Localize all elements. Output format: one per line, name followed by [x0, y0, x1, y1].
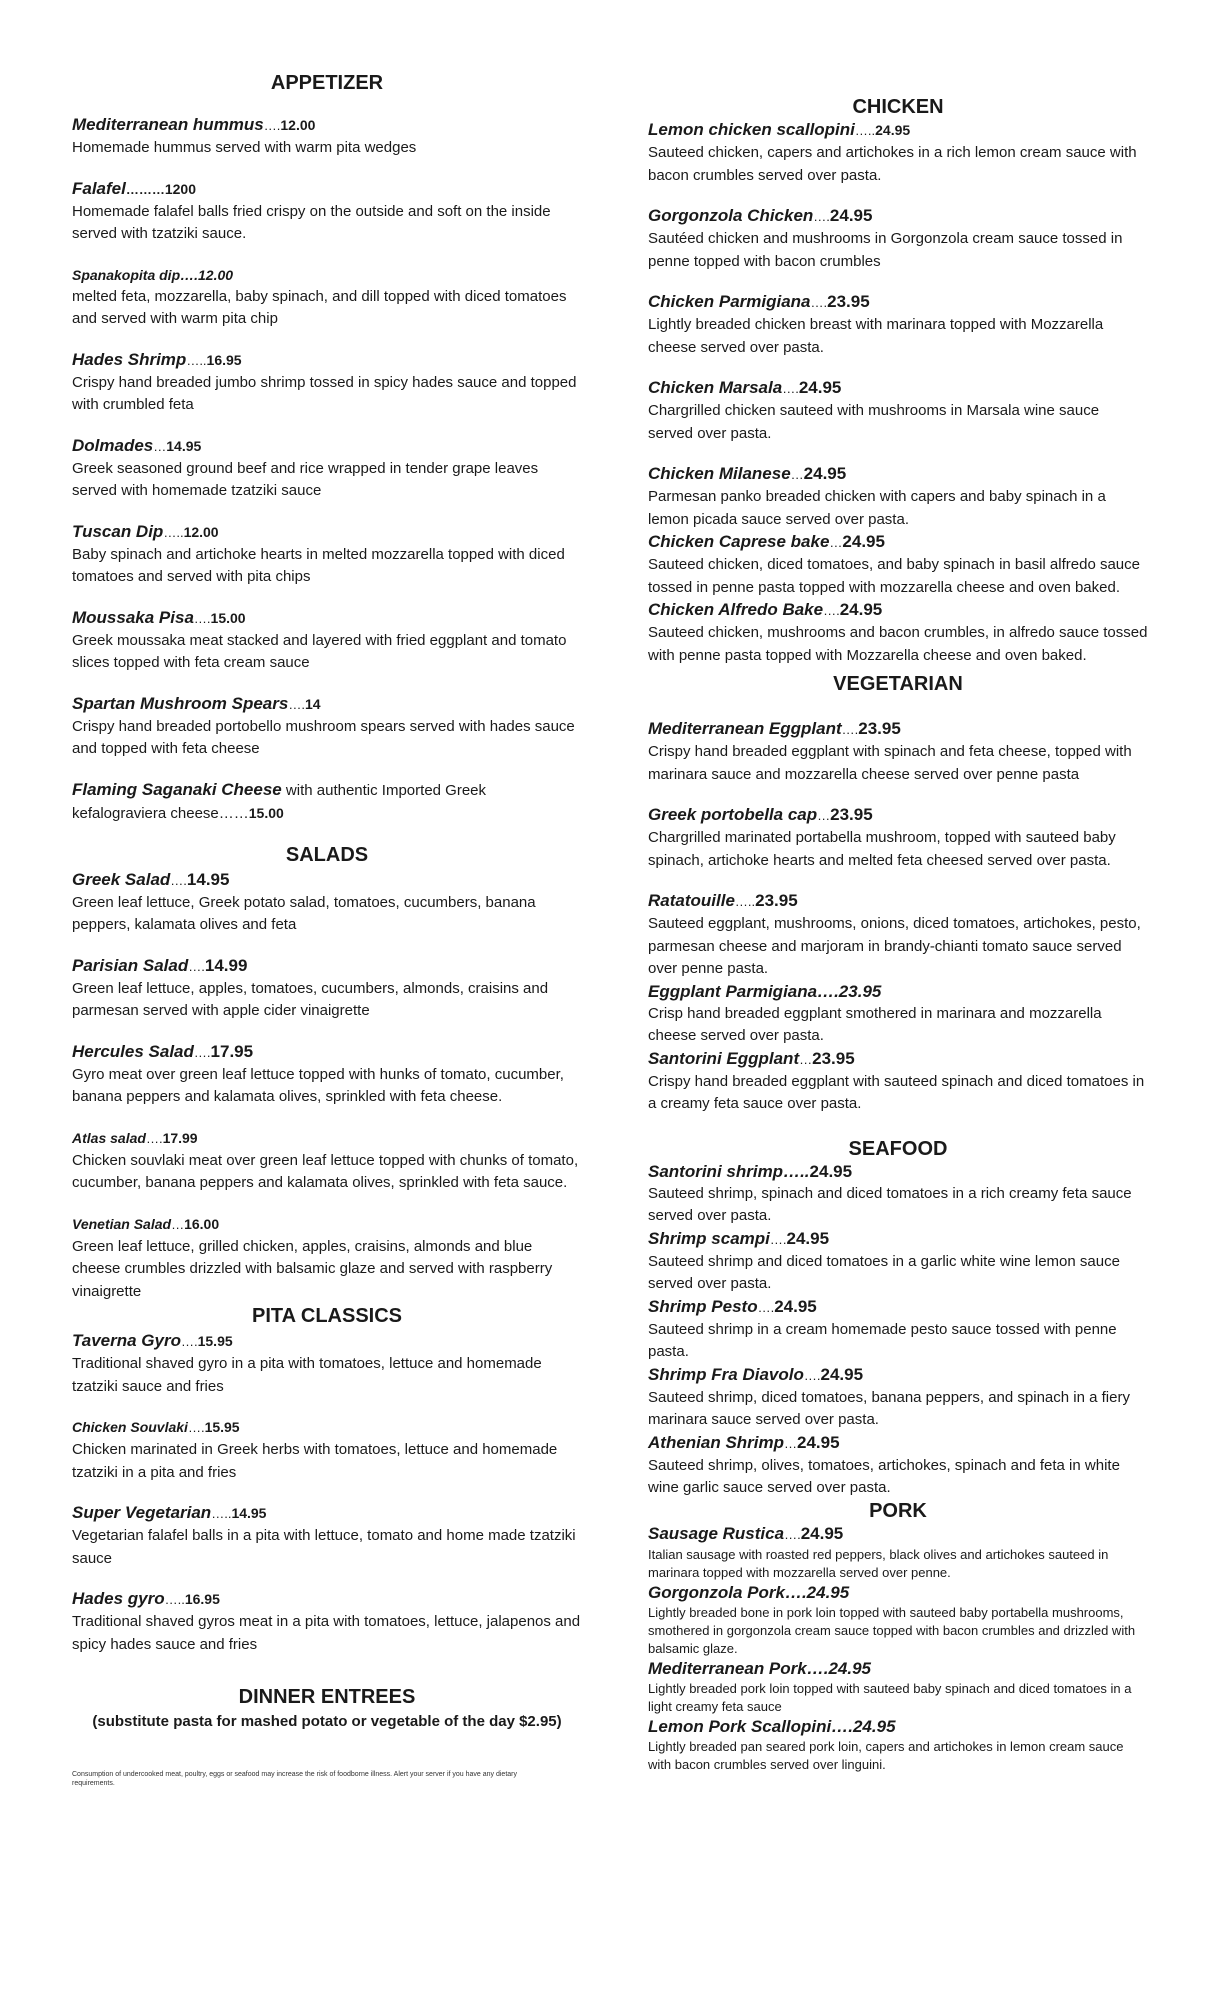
item-dots: ….. — [854, 123, 876, 138]
item-name: Super Vegetarian — [72, 1503, 212, 1522]
item-description: Crispy hand breaded portobello mushroom spears served with hades sauce and topped with feta cheese — [72, 717, 575, 757]
item-price: 14.99 — [204, 955, 248, 975]
menu-item — [648, 718, 1148, 786]
menu-item — [648, 463, 1148, 531]
item-description: Chargrilled chicken sauteed with mushrooms in Marsala wine sauce served over pasta. — [648, 402, 1100, 442]
item-name: Hades gyro — [72, 1589, 165, 1608]
item-dots: …. — [757, 1299, 775, 1315]
salads-heading: SALADS — [285, 843, 369, 866]
item-name: Greek portobella cap — [648, 805, 818, 824]
item-price: 23.95 — [858, 719, 901, 738]
item-name: Spartan Mushroom Spears — [72, 693, 289, 713]
menu-item — [648, 804, 1148, 872]
item-description: Chicken marinated in Greek herbs with tomatoes, lettuce and homemade tzatziki in a pita and fries — [72, 1441, 558, 1481]
pork-heading: PORK — [869, 1499, 927, 1522]
item-price: 15.95 — [197, 1333, 233, 1349]
item-description: melted feta, mozzarella, baby spinach, and dill topped with diced tomatoes and served with warm pita chip — [72, 287, 567, 327]
item-name: Shrimp scampi — [648, 1228, 770, 1248]
menu-item — [72, 1041, 582, 1109]
item-description: Italian sausage with roasted red peppers, black olives and artichokes sauteed in marinara topped with mozzarella served over penne. — [648, 1546, 1109, 1580]
item-description: Sauteed chicken, diced tomatoes, and baby spinach in basil alfredo sauce tossed in penne pasta topped with mozzarella cheese and oven baked. — [648, 556, 1140, 596]
item-dots: …. — [813, 209, 830, 224]
item-name: Chicken Marsala — [648, 378, 783, 397]
item-description: Lightly breaded pork loin topped with sauteed baby spinach and diced tomatoes in a light creamy feta sauce — [648, 1680, 1132, 1714]
vegetarian-heading: VEGETARIAN — [833, 673, 963, 695]
menu-item — [648, 291, 1148, 359]
menu-item — [72, 264, 582, 331]
item-description: Homemade falafel balls fried crispy on the outside and soft on the inside served with tzatziki sauce. — [72, 202, 551, 242]
item-description: Crispy hand breaded eggplant with spinach and feta cheese, topped with marinara sauce and mozzarella cheese served over penne pasta — [648, 743, 1132, 783]
item-description: Green leaf lettuce, Greek potato salad, tomatoes, cucumbers, banana peppers, kalamata olives and feta — [72, 893, 536, 933]
disclaimer: Consumption of undercooked meat, poultry, eggs or seafood may increase the risk of foodborne illness. Alert your server if you have any dietary requirements. — [72, 1771, 517, 1787]
item-dots: ….. — [734, 894, 756, 909]
menu-item — [648, 1161, 1148, 1228]
item-dots: …. — [193, 610, 211, 626]
menu-item — [72, 1330, 582, 1398]
item-price: 15.95 — [204, 1419, 240, 1435]
item-name: Shrimp Pesto — [648, 1296, 758, 1316]
item-name: Santorini Eggplant — [648, 1048, 800, 1068]
item-description: Vegetarian falafel balls in a pita with lettuce, tomato and home made tzatziki sauce — [72, 1527, 576, 1567]
item-name: Flaming Saganaki Cheese — [72, 779, 282, 799]
item-price: 24.95 — [798, 378, 842, 397]
item-name: Santorini shrimp….. — [648, 1161, 810, 1181]
item-dots: …. — [145, 1130, 163, 1146]
menu-item — [648, 1432, 1148, 1500]
item-dots: …. — [288, 696, 305, 712]
menu-item — [648, 1658, 1148, 1716]
item-description: Chargrilled marinated portabella mushroom, topped with sauteed baby spinach, artichoke hearts and melted feta cheesed served over pasta. — [648, 829, 1116, 869]
pita-classics-heading: PITA CLASSICS — [251, 1305, 402, 1327]
item-name: Gorgonzola Chicken — [648, 206, 814, 225]
item-description: Sauteed shrimp in a cream homemade pesto sauce tossed with penne pasta. — [648, 1320, 1117, 1360]
item-dots: ……… — [125, 181, 165, 197]
item-price: 16.95 — [184, 1591, 220, 1607]
chicken-heading: CHICKEN — [852, 96, 944, 118]
menu-item — [648, 1716, 1148, 1774]
menu-item — [648, 531, 1148, 599]
item-price: 14 — [304, 695, 321, 712]
item-description: Crispy hand breaded eggplant with sauteed spinach and diced tomatoes in a creamy feta sauce over pasta. — [648, 1072, 1145, 1112]
item-price: 16.00 — [184, 1215, 220, 1232]
item-description: Crisp hand breaded eggplant smothered in marinara and mozzarella cheese served over pasta. — [648, 1004, 1102, 1044]
item-price: 24.95 — [839, 600, 883, 619]
item-dots: …. — [803, 1367, 821, 1383]
item-price: 14.95 — [186, 869, 230, 889]
item-name: Lemon Pork Scallopini….24.95 — [648, 1716, 896, 1736]
item-price: 24.95 — [800, 1523, 844, 1543]
item-description: Green leaf lettuce, grilled chicken, apples, craisins, almonds and blue cheese crumbles drizzled with balsamic glaze and served with raspberry vinaigrette — [72, 1237, 553, 1300]
item-name: Mediterranean hummus — [72, 115, 264, 134]
item-description: Green leaf lettuce, apples, tomatoes, cucumbers, almonds, craisins and parmesan served with apple cider vinaigrette — [72, 979, 549, 1019]
appetizer-heading: APPETIZER — [270, 72, 384, 94]
item-dots: … — [799, 1051, 813, 1067]
item-name: Hades Shrimp — [72, 349, 187, 369]
item-dots: …. — [187, 1420, 205, 1435]
item-dots: … — [829, 535, 843, 550]
item-price: 14.95 — [231, 1505, 267, 1521]
menu-item — [648, 1228, 1148, 1296]
item-description: Sauteed chicken, capers and artichokes in a rich lemon cream sauce with bacon crumbles served over pasta. — [648, 144, 1137, 184]
item-name: Falafel — [72, 178, 126, 198]
dinner-entrees-note: (substitute pasta for mashed potato or vegetable of the day $2.95) — [92, 1713, 562, 1730]
item-name: Ratatouille — [648, 891, 735, 910]
menu-item — [648, 599, 1148, 667]
item-price: 17.95 — [210, 1041, 254, 1061]
item-price: 24.95 — [809, 1161, 853, 1181]
item-description: Greek seasoned ground beef and rice wrapped in tender grape leaves served with homemade tzatziki sauce — [72, 459, 539, 499]
dinner-entrees-heading: DINNER ENTREES — [238, 1686, 416, 1708]
menu-item — [648, 1296, 1148, 1364]
item-price: 24.95 — [797, 1432, 840, 1452]
item-description: Sauteed shrimp, diced tomatoes, banana peppers, and spinach in a fiery marinara sauce served over pasta. — [648, 1388, 1130, 1428]
item-description: Lightly breaded bone in pork loin topped with sauteed baby portabella mushrooms, smothered in gorgonzola cream sauce topped with bacon crumbles and drizzled with balsamic glaze. — [648, 1604, 1136, 1656]
item-price: 24.95 — [803, 464, 847, 483]
item-dots: …. — [823, 603, 840, 618]
menu-item — [72, 1502, 582, 1570]
item-description: Lightly breaded chicken breast with marinara topped with Mozzarella cheese served over pasta. — [648, 316, 1104, 356]
item-dots: …. — [170, 872, 187, 888]
menu-item — [648, 119, 1148, 187]
item-name: Athenian Shrimp — [648, 1432, 785, 1452]
item-name: Venetian Salad — [72, 1215, 172, 1232]
item-description: Traditional shaved gyro in a pita with tomatoes, lettuce and homemade tzatziki sauce and fries — [72, 1355, 542, 1395]
item-dots: ….. — [164, 1592, 185, 1607]
item-name: Mediterranean Eggplant — [648, 719, 842, 738]
item-description: Sautéed chicken and mushrooms in Gorgonzola cream sauce tossed in penne topped with bacon crumbles — [648, 230, 1123, 270]
item-price: 24.95 — [875, 122, 911, 138]
menu-item — [72, 869, 582, 937]
item-dots: …. — [769, 1231, 787, 1247]
item-dots: … — [153, 438, 167, 454]
menu-item — [648, 890, 1148, 981]
item-name: Atlas salad — [72, 1129, 146, 1146]
item-price: 17.99 — [162, 1129, 198, 1146]
menu-item — [72, 114, 582, 160]
item-description: Baby spinach and artichoke hearts in melted mozzarella topped with diced tomatoes and served with pita chips — [72, 545, 565, 585]
menu-item — [72, 435, 582, 503]
item-dots: … — [171, 1216, 185, 1232]
item-description: Sauteed shrimp, spinach and diced tomatoes in a rich creamy feta sauce served over pasta. — [648, 1184, 1132, 1224]
item-price: 24.95 — [842, 532, 885, 551]
menu-item — [72, 693, 582, 761]
item-price: 23.95 — [812, 1048, 855, 1068]
seafood-heading: SEAFOOD — [848, 1137, 948, 1160]
item-price: 1200 — [164, 180, 197, 197]
menu-item — [72, 1127, 582, 1195]
item-name: Taverna Gyro — [72, 1331, 181, 1350]
item-description: Sauteed chicken, mushrooms and bacon crumbles, in alfredo sauce tossed with penne pasta topped with Mozzarella cheese and oven baked. — [648, 624, 1148, 664]
menu-item — [72, 779, 582, 826]
item-price: 23.95 — [827, 292, 870, 311]
item-description: Parmesan panko breaded chicken with capers and baby spinach in a lemon picada sauce served over pasta. — [648, 488, 1106, 528]
item-dots: … — [817, 808, 831, 823]
menu-item — [72, 1588, 582, 1656]
item-price: 12.00 — [183, 523, 219, 540]
menu-item — [648, 205, 1148, 273]
item-name: Eggplant Parmigiana….23.95 — [648, 981, 882, 1001]
menu-item — [648, 1523, 1148, 1582]
menu-item — [72, 1416, 582, 1484]
item-dots: …. — [263, 118, 281, 133]
item-dots: …. — [180, 1334, 198, 1349]
item-name: Chicken Souvlaki — [72, 1419, 188, 1435]
item-name: Mediterranean Pork….24.95 — [648, 1658, 871, 1678]
menu-item — [648, 1364, 1148, 1432]
item-price: 24.95 — [774, 1296, 817, 1316]
item-name: Chicken Alfredo Bake — [648, 600, 824, 619]
item-dots: …. — [784, 1526, 801, 1542]
item-description: Greek moussaka meat stacked and layered with fried eggplant and tomato slices topped with feta cream sauce — [72, 631, 567, 671]
item-name: Lemon chicken scallopini — [648, 120, 855, 139]
item-price: 24.95 — [820, 1364, 864, 1384]
item-description: Traditional shaved gyros meat in a pita with tomatoes, lettuce, jalapenos and spicy hades sauce and fries — [72, 1613, 581, 1653]
item-dots: … — [790, 467, 804, 482]
item-name: Spanakopita dip….12.00 — [72, 266, 234, 283]
item-description: Homemade hummus served with warm pita wedges — [72, 139, 417, 156]
item-description: Sauteed eggplant, mushrooms, onions, diced tomatoes, artichokes, pesto, parmesan cheese and marjoram in brandy-chianti tomato sauce served over penne pasta. — [648, 915, 1141, 977]
menu-item — [72, 178, 582, 246]
item-dots: ….. — [163, 524, 184, 540]
menu-item — [72, 955, 582, 1023]
item-description: with authentic Imported Greek kefalograviera cheese…… — [72, 781, 487, 822]
item-name: Chicken Parmigiana — [648, 292, 811, 311]
item-description: Gyro meat over green leaf lettuce topped with hunks of tomato, cucumber, banana peppers and kalamata olives, sprinkled with feta cheese. — [72, 1065, 564, 1105]
item-description: Sauteed shrimp and diced tomatoes in a garlic white wine lemon sauce served over pasta. — [648, 1252, 1120, 1292]
item-price: 15.00 — [210, 609, 246, 626]
menu-item — [648, 1582, 1148, 1658]
item-dots: …. — [188, 958, 205, 974]
item-price: 14.95 — [166, 437, 202, 454]
menu-item — [72, 349, 582, 417]
menu-item — [72, 607, 582, 675]
menu-item — [72, 521, 582, 589]
item-name: Chicken Caprese bake — [648, 532, 830, 551]
item-dots: ….. — [186, 352, 207, 368]
menu-item — [648, 1048, 1148, 1116]
item-name: Gorgonzola Pork….24.95 — [648, 1582, 850, 1602]
item-description: Chicken souvlaki meat over green leaf lettuce topped with chunks of tomato, cucumber, banana peppers and kalamata olives, sprinkled with feta sauce. — [72, 1151, 579, 1191]
item-description: Sauteed shrimp, olives, tomatoes, artichokes, spinach and feta in white wine garlic sauce served over pasta. — [648, 1456, 1120, 1496]
item-name: Shrimp Fra Diavolo — [648, 1364, 804, 1384]
left-column — [72, 0, 582, 1788]
item-price: 23.95 — [755, 891, 798, 910]
item-price: 15.00 — [248, 805, 284, 821]
item-price: 24.95 — [829, 206, 873, 225]
item-dots: …. — [193, 1044, 211, 1060]
item-dots: …. — [782, 381, 799, 396]
menu-item — [648, 981, 1148, 1048]
right-column — [648, 0, 1148, 1774]
item-price: 16.95 — [206, 351, 242, 368]
menu-item — [648, 377, 1148, 445]
item-name: Hercules Salad — [72, 1041, 194, 1061]
item-price: 23.95 — [830, 805, 873, 824]
item-description: Lightly breaded pan seared pork loin, capers and artichokes in lemon cream sauce with bacon crumbles served over linguini. — [648, 1738, 1124, 1772]
item-name: Sausage Rustica — [648, 1523, 785, 1543]
item-dots: …. — [841, 722, 859, 737]
item-price: 24.95 — [786, 1228, 830, 1248]
item-name: Dolmades — [72, 435, 154, 455]
item-dots: … — [784, 1435, 798, 1451]
item-name: Chicken Milanese — [648, 464, 791, 483]
item-price: 12.00 — [280, 117, 316, 133]
item-name: Parisian Salad — [72, 955, 189, 975]
item-dots: …. — [810, 295, 828, 310]
item-dots: ….. — [211, 1506, 232, 1521]
item-name: Moussaka Pisa — [72, 607, 194, 627]
menu-item — [72, 1213, 582, 1304]
item-name: Tuscan Dip — [72, 521, 164, 541]
item-name: Greek Salad — [72, 869, 171, 889]
item-description: Crispy hand breaded jumbo shrimp tossed in spicy hades sauce and topped with crumbled feta — [72, 373, 577, 413]
